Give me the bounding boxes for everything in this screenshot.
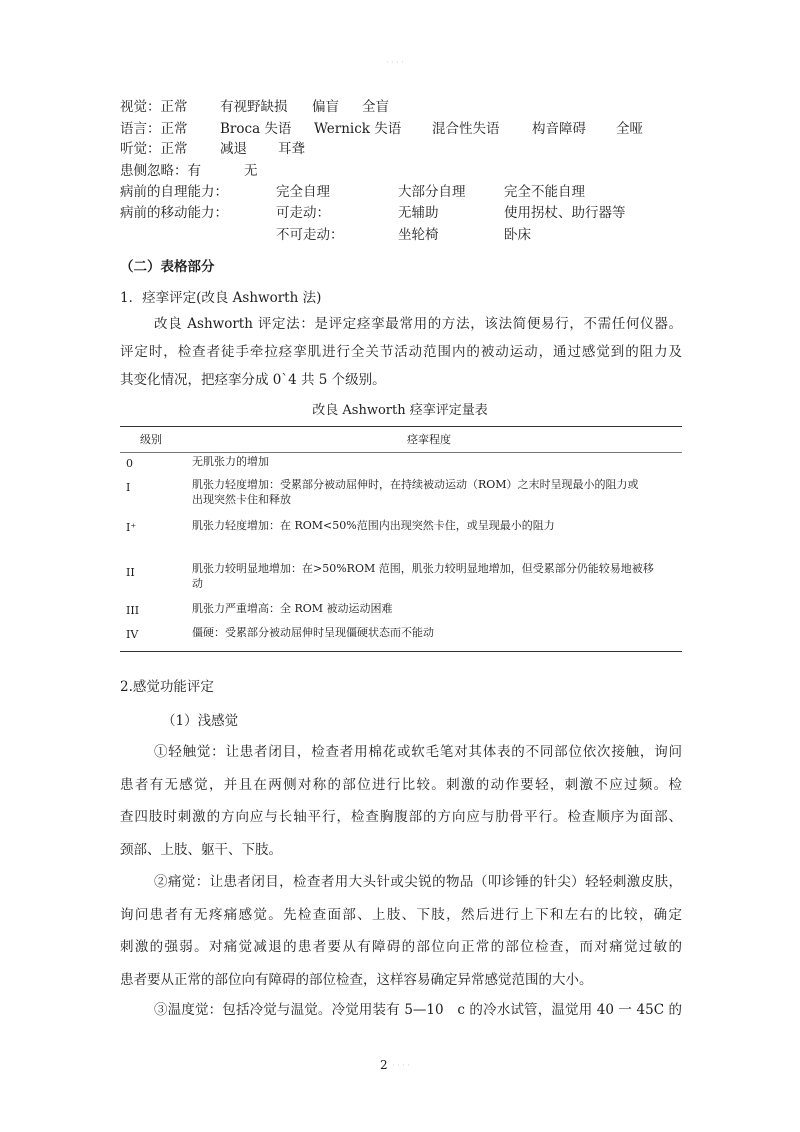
mobility-option: 不可走动： <box>276 227 344 243</box>
mobility-option: 无辅助 <box>398 205 439 221</box>
language-label: 语言：正常 <box>120 121 188 137</box>
row-desc: 僵硬：受累部分被动屈伸时呈现僵硬状态而不能动 <box>192 626 434 639</box>
row-desc: 肌张力轻度增加：受累部分被动屈伸时，在持续被动运动（ROM）之末时呈现最小的阻力或 <box>192 478 639 491</box>
mobility-option: 可走动： <box>276 205 330 221</box>
paragraph-line: 改良 Ashworth 评定法：是评定痉挛最常用的方法，该法简便易行，不需任何仪器。 <box>154 316 682 332</box>
row-desc: 肌张力轻度增加：在 ROM<50%范围内出现突然卡住，或呈现最小的阻力 <box>192 519 555 532</box>
language-option: Broca 失语 <box>220 121 292 137</box>
table-bottom-rule <box>120 651 682 652</box>
paragraph-line: 评定时，检查者徒手牵拉痉挛肌进行全关节活动范围内的被动运动，通过感觉到的阻力及 <box>120 344 682 360</box>
paragraph-line: ③温度觉：包括冷觉与温觉。冷觉用装有 5—10 c 的冷水试管，温觉用 40 一 45C 的 <box>154 1002 682 1018</box>
mobility-option: 卧床 <box>504 227 531 243</box>
language-option: 构音障碍 <box>532 121 586 137</box>
light-touch-paragraph <box>120 736 682 866</box>
section-heading: （二）表格部分 <box>120 259 215 275</box>
spasm-paragraph <box>120 310 682 394</box>
row-desc: 出现突然卡住和释放 <box>192 493 291 506</box>
sensory-heading: 2.感觉功能评定 <box>120 679 214 695</box>
selfcare-option: 完全不能自理 <box>504 184 585 200</box>
table-title: 改良 Ashworth 痉挛评定量表 <box>312 403 488 418</box>
spasm-heading: 1．痉挛评定(改良 Ashworth 法) <box>120 290 322 306</box>
row-desc: 无肌张力的增加 <box>192 455 269 468</box>
table-top-rule <box>120 426 682 427</box>
paragraph-line: 颈部、上肢、躯干、下肢。 <box>120 841 282 858</box>
row-level: I <box>126 481 131 494</box>
row-desc: 肌张力较明显地增加：在>50%ROM 范围，肌张力较明显地增加，但受累部分仍能较易地被移 <box>192 562 654 575</box>
language-option: 混合性失语 <box>432 121 500 137</box>
selfcare-option: 完全自理 <box>276 184 330 200</box>
row-desc: 肌张力严重增高：全 ROM 被动运动困难 <box>192 602 393 615</box>
table-header-rule <box>120 452 682 453</box>
page-number: 2 <box>380 1058 388 1072</box>
vision-option: 全盲 <box>362 99 389 115</box>
vision-option: 偏盲 <box>312 99 339 115</box>
vision-option: 有视野缺损 <box>220 99 288 115</box>
language-option: Wernick 失语 <box>314 121 402 137</box>
row-desc: 动 <box>192 577 203 590</box>
row-level: II <box>126 566 135 579</box>
paragraph-line: ①轻触觉：让患者闭目，检查者用棉花或软毛笔对其体表的不同部位依次接触，询问 <box>154 744 682 760</box>
pain-paragraph <box>120 866 682 996</box>
table-header-level: 级别 <box>140 433 162 446</box>
paragraph-line: 询问患者有无疼痛感觉。先检查面部、上肢、下肢，然后进行上下和左右的比较，确定 <box>120 906 682 923</box>
page-number-suffix: · · · · <box>392 1061 410 1070</box>
neglect-option: 无 <box>244 163 258 179</box>
selfcare-option: 大部分自理 <box>398 184 466 200</box>
hearing-label: 听觉：正常 <box>120 141 188 157</box>
paragraph-line: 查四肢时刺激的方向应与长轴平行，检查胸腹部的方向应与肋骨平行。检查顺序为面部、 <box>120 809 682 825</box>
sensory-subheading: （1）浅感觉 <box>162 713 239 729</box>
table-header-degree: 痉挛程度 <box>407 433 451 446</box>
selfcare-label: 病前的自理能力： <box>120 184 228 200</box>
paragraph-line: 其变化情况，把痉挛分成 0`4 共 5 个级别。 <box>120 372 386 388</box>
paragraph-line: ②痛觉：让患者闭目，检查者用大头针或尖锐的物品（叩诊锤的针尖）轻轻刺激皮肤， <box>154 874 682 890</box>
mobility-option: 使用拐杖、助行器等 <box>504 205 626 221</box>
hearing-option: 减退 <box>220 141 247 157</box>
row-level: 0 <box>126 457 133 470</box>
vision-label: 视觉：正常 <box>120 99 188 115</box>
paragraph-line: 患者有无感觉，并且在两侧对称的部位进行比较。刺激的动作要轻，刺激不应过频。检 <box>120 776 682 793</box>
neglect-label: 患侧忽略：有 <box>120 163 201 179</box>
mobility-option: 坐轮椅 <box>398 227 439 243</box>
paragraph-line: 患者要从正常的部位向有障碍的部位检查，这样容易确定异常感觉范围的大小。 <box>120 971 593 988</box>
paragraph-line: 刺激的强弱。对痛觉减退的患者要从有障碍的部位向正常的部位检查，而对痛觉过敏的 <box>120 939 682 955</box>
header-watermark: · · · · <box>386 58 404 67</box>
language-option: 全哑 <box>616 121 643 137</box>
hearing-option: 耳聋 <box>278 141 305 157</box>
row-level: III <box>126 604 140 617</box>
temperature-paragraph <box>120 994 682 1027</box>
mobility-label: 病前的移动能力： <box>120 205 228 221</box>
row-level: IV <box>126 628 139 641</box>
row-level: I⁺ <box>126 521 137 534</box>
